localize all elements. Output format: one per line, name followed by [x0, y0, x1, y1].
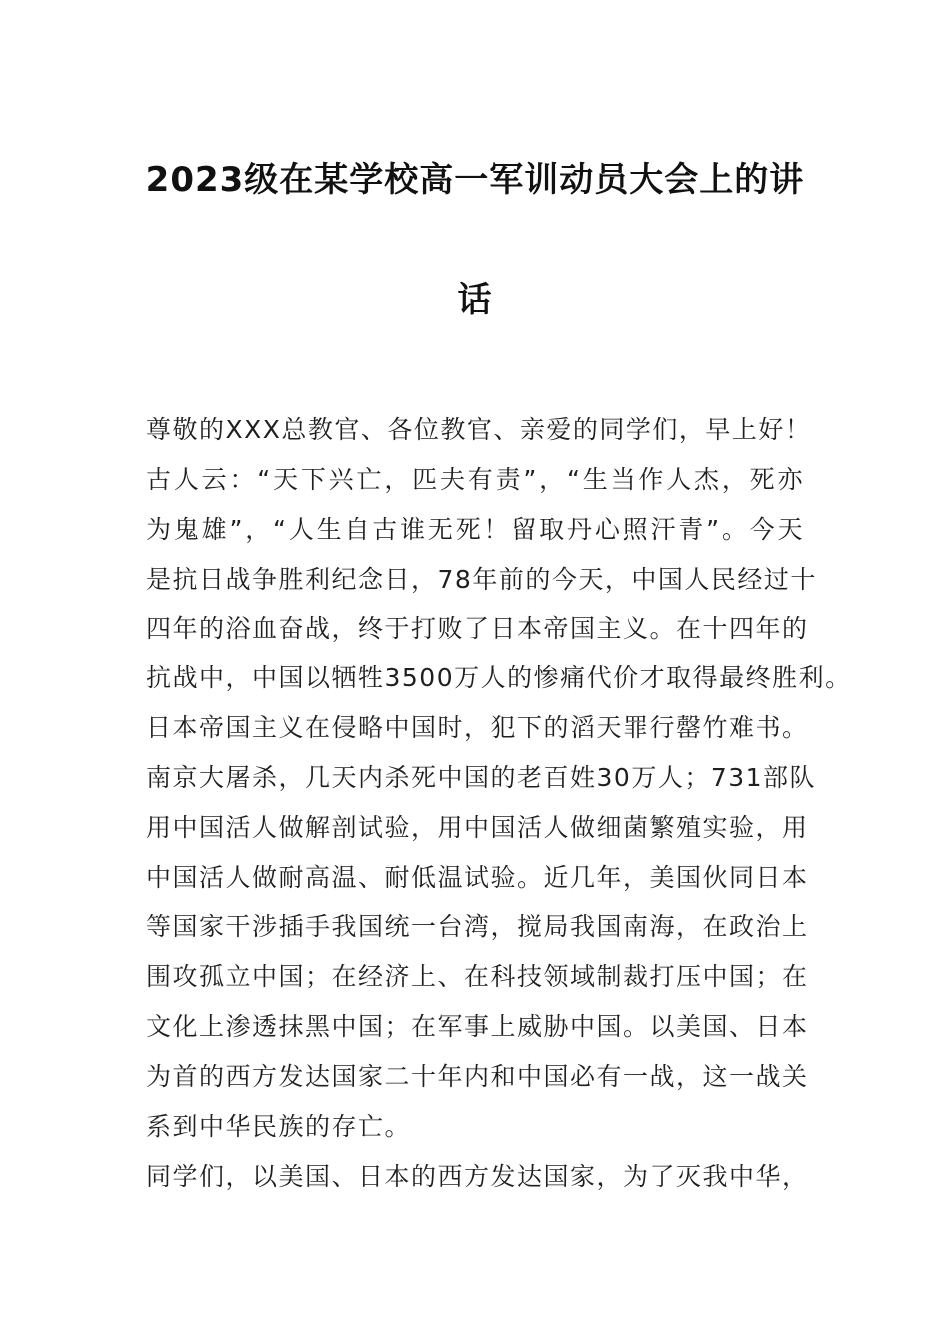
paragraph-line-salutation: 尊敬的XXX总教官、各位教官、亲爱的同学们，早上好！: [146, 415, 812, 444]
paragraph-line: 围攻孤立中国；在经济上、在科技领域制裁打压中国；在: [146, 962, 809, 991]
paragraph-line: 是抗日战争胜利纪念日，78年前的今天，中国人民经过十: [146, 565, 817, 594]
paragraph-line: 日本帝国主义在侵略中国时，犯下的滔天罪行罄竹难书。: [146, 713, 809, 742]
paragraph-line: 抗战中，中国以牺牲3500万人的惨痛代价才取得最终胜利。: [146, 663, 852, 692]
paragraph-line: 同学们，以美国、日本的西方发达国家，为了灭我中华，: [146, 1162, 809, 1191]
paragraph-line: 中国活人做耐高温、耐低温试验。近几年，美国伙同日本: [146, 863, 809, 892]
paragraph-line: 用中国活人做解剖试验，用中国活人做细菌繁殖实验，用: [146, 813, 809, 842]
paragraph-line: 等国家干涉插手我国统一台湾，搅局我国南海，在政治上: [146, 912, 809, 941]
paragraph-line: 南京大屠杀，几天内杀死中国的老百姓30万人；731部队: [146, 763, 817, 792]
paragraph-line: 古人云：“天下兴亡，匹夫有责”，“生当作人杰，死亦: [146, 465, 804, 494]
document-title-line-1: 2023级在某学校高一军训动员大会上的讲: [145, 160, 805, 200]
paragraph-line: 文化上渗透抹黑中国；在军事上威胁中国。以美国、日本: [146, 1012, 809, 1041]
paragraph-line: 四年的浴血奋战，终于打败了日本帝国主义。在十四年的: [146, 614, 809, 643]
document-title-line-2: 话: [457, 280, 493, 320]
paragraph-line: 系到中华民族的存亡。: [146, 1112, 412, 1141]
paragraph-line: 为首的西方发达国家二十年内和中国必有一战，这一战关: [146, 1062, 809, 1091]
paragraph-line: 为鬼雄”，“人生自古谁无死！留取丹心照汗青”。今天: [146, 515, 804, 544]
